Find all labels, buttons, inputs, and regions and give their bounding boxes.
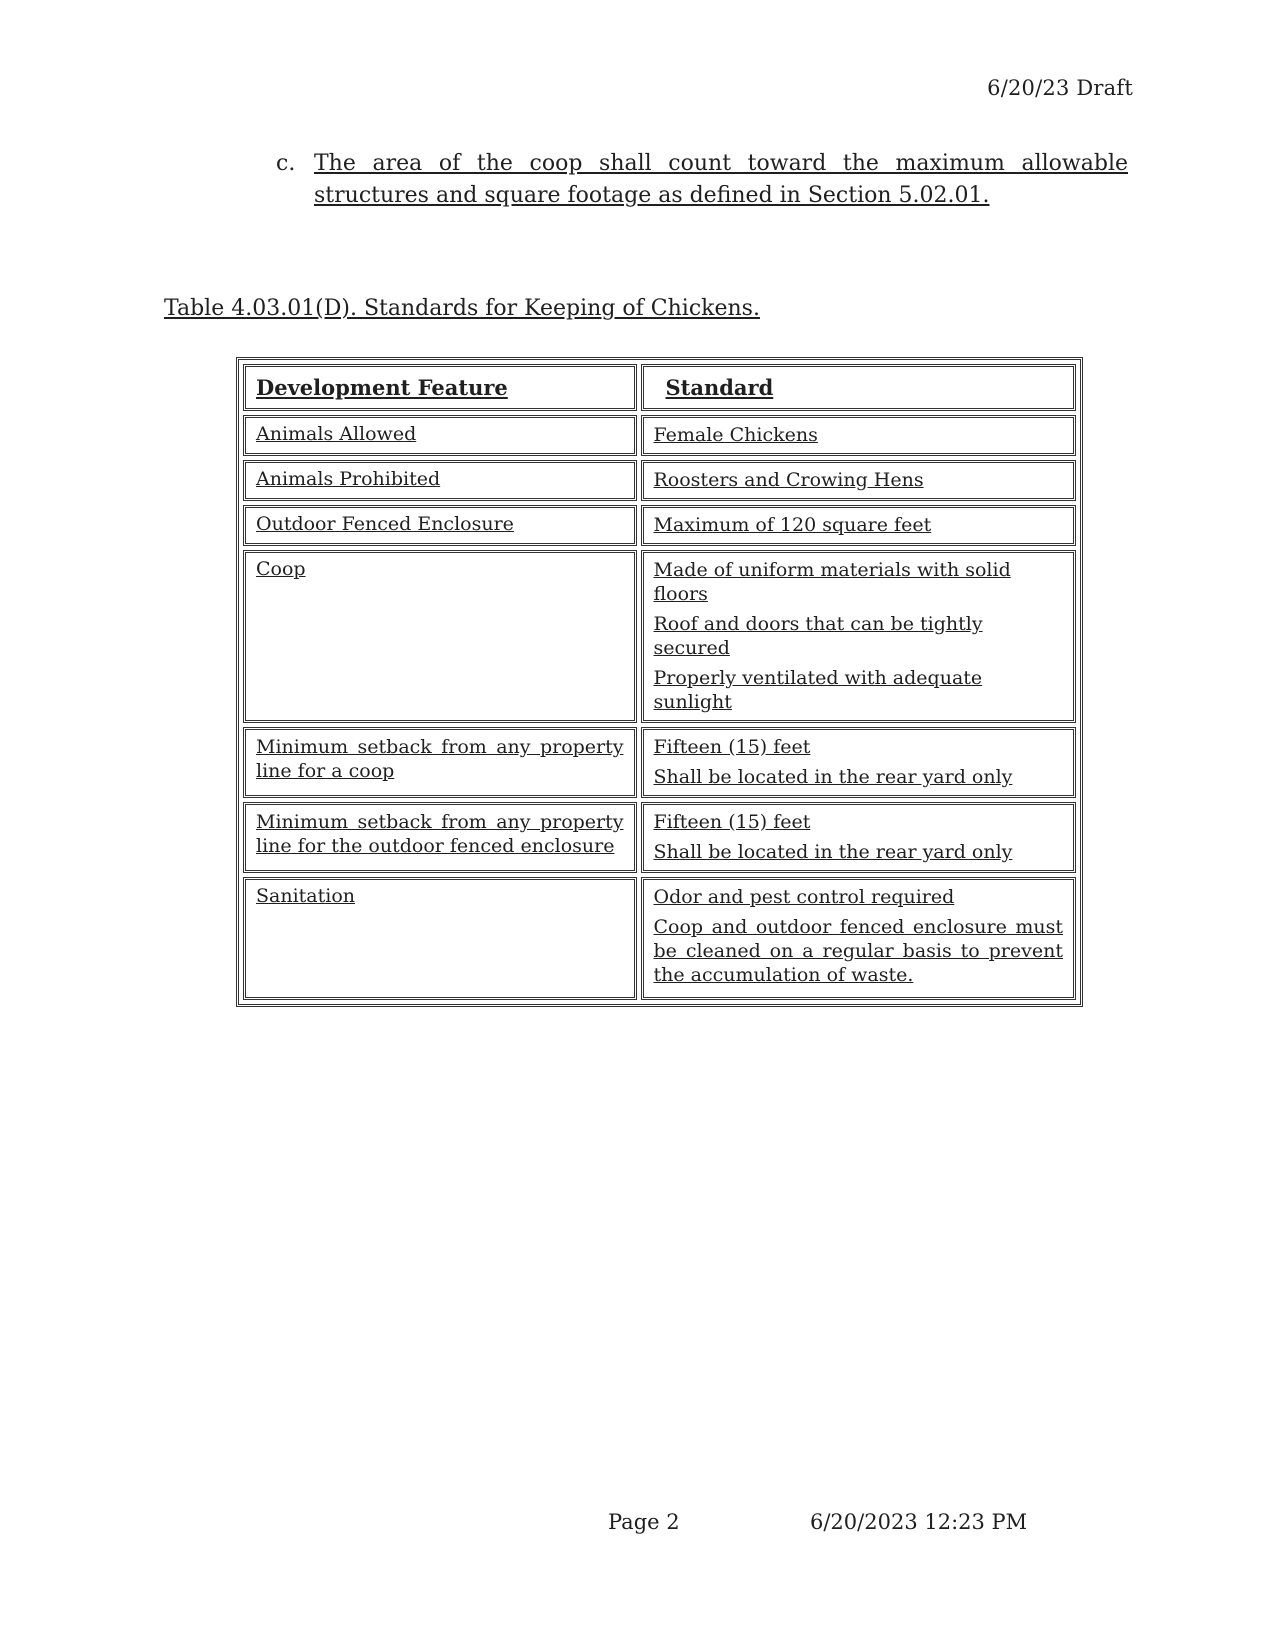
- footer-datetime: 6/20/2023 12:23 PM: [810, 1510, 1028, 1534]
- standard-cell: [641, 550, 1077, 723]
- standard-text: Coop and outdoor fenced enclosure must be cleaned on a regular basis to prevent the accumulation of waste.: [653, 916, 1063, 986]
- standard-text: Fifteen (15) feet: [653, 736, 811, 758]
- feature-text: Animals Allowed: [256, 423, 417, 445]
- table-row: [243, 877, 1076, 1000]
- page-number: Page 2: [608, 1510, 680, 1534]
- standard-cell: [641, 727, 1077, 798]
- header-feature-label: Development Feature: [256, 375, 508, 400]
- paragraph-text: The area of the coop shall count toward the maximum allowable structures and square footage as defined in Section 5.02.01.: [314, 151, 1128, 208]
- feature-cell: [243, 727, 637, 798]
- feature-cell: [243, 877, 637, 1000]
- feature-text: Minimum setback from any property line for the outdoor fenced enclosure: [256, 811, 624, 857]
- header-standard-label: Standard: [665, 375, 774, 400]
- paragraph-c: [268, 148, 1128, 212]
- feature-cell: [243, 505, 637, 546]
- feature-text: Coop: [256, 558, 306, 580]
- feature-cell: [243, 460, 637, 501]
- standard-text: Roosters and Crowing Hens: [653, 469, 924, 491]
- table-row: [243, 460, 1076, 501]
- chickens-standards-table: [236, 357, 1083, 1007]
- standard-text: Maximum of 120 square feet: [653, 514, 932, 536]
- header-cell-standard: [641, 364, 1077, 411]
- feature-text: Sanitation: [256, 885, 356, 907]
- standard-text: Made of uniform materials with solid floors: [653, 559, 1011, 605]
- feature-text: Outdoor Fenced Enclosure: [256, 513, 514, 535]
- feature-cell: [243, 550, 637, 723]
- table-title: Table 4.03.01(D). Standards for Keeping of Chickens.: [164, 296, 760, 321]
- standard-cell: [641, 802, 1077, 873]
- table-row: [243, 550, 1076, 723]
- header-cell-feature: [243, 364, 637, 411]
- feature-text: Minimum setback from any property line for a coop: [256, 736, 624, 782]
- table-row: [243, 415, 1076, 456]
- standard-text: Fifteen (15) feet: [653, 811, 811, 833]
- standard-text: Odor and pest control required: [653, 886, 955, 908]
- standard-text: Shall be located in the rear yard only: [653, 766, 1013, 788]
- table-row: [243, 505, 1076, 546]
- standard-cell: [641, 505, 1077, 546]
- table-header-row: [243, 364, 1076, 411]
- table-row: [243, 727, 1076, 798]
- list-marker: c.: [276, 151, 296, 176]
- feature-cell: [243, 802, 637, 873]
- feature-text: Animals Prohibited: [256, 468, 441, 490]
- standard-text: Shall be located in the rear yard only: [653, 841, 1013, 863]
- standard-text: Properly ventilated with adequate sunlight: [653, 667, 983, 713]
- draft-date-header: 6/20/23 Draft: [987, 76, 1133, 100]
- standard-cell: [641, 415, 1077, 456]
- standard-text: Female Chickens: [653, 424, 818, 446]
- standard-text: Roof and doors that can be tightly secured: [653, 613, 983, 659]
- feature-cell: [243, 415, 637, 456]
- standard-cell: [641, 460, 1077, 501]
- table-row: [243, 802, 1076, 873]
- standard-cell: [641, 877, 1077, 1000]
